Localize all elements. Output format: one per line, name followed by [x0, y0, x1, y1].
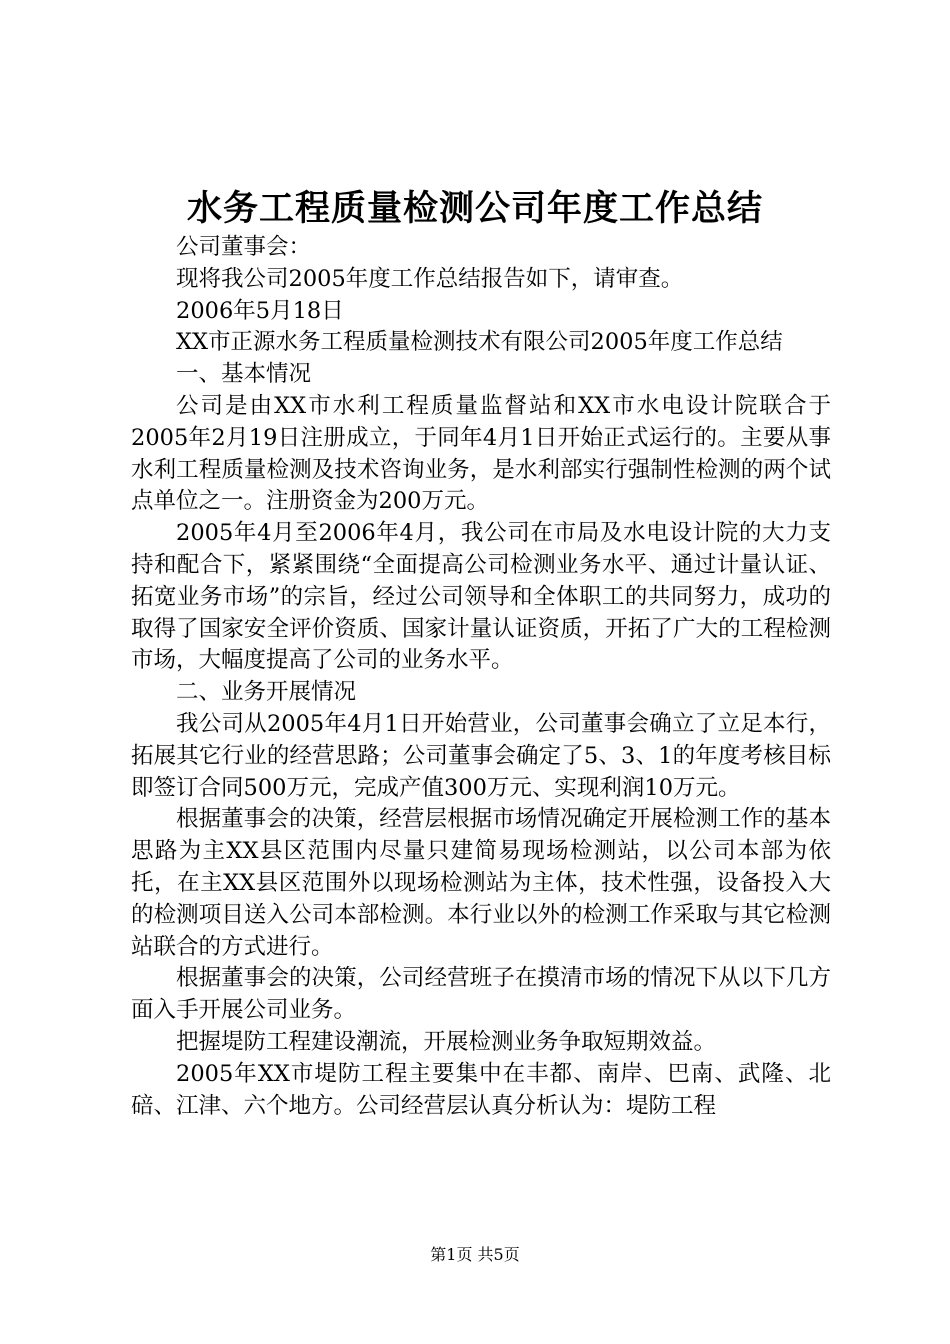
report-date: 2006年5月18日 — [176, 297, 344, 324]
body-paragraph: 我公司从2005年4月1日开始营业，公司董事会确立了立足本行，拓展其它行业的经营思路；公司董事会确定了5、3、1的年度考核目标即签订合同500万元，完成产值300万元、实现利润10万元。 — [131, 710, 831, 801]
body-paragraph: 根据董事会的决策，公司经营班子在摸清市场的情况下从以下几方面入手开展公司业务。 — [131, 965, 831, 1024]
document-title: 水务工程质量检测公司年度工作总结 — [186, 188, 763, 229]
body-paragraph: 2005年XX市堤防工程主要集中在丰都、南岸、巴南、武隆、北碚、江津、六个地方。公司经营层认真分析认为：堤防工程 — [131, 1060, 831, 1119]
salutation: 公司董事会： — [176, 234, 312, 260]
body-paragraph: 公司是由XX市水利工程质量监督站和XX市水电设计院联合于2005年2月19日注册成立，于同年4月1日开始正式运行的。主要从事水利工程质量检测及技术咨询业务，是水利部实行强制性检测的两个试点单位之一。注册资金为200万元。 — [131, 392, 831, 515]
section-heading-business: 二、业务开展情况 — [176, 679, 357, 706]
body-paragraph: 把握堤防工程建设潮流，开展检测业务争取短期效益。 — [176, 1028, 717, 1055]
document-body — [131, 232, 831, 1122]
section-heading-basic: 一、基本情况 — [176, 361, 312, 388]
page-number-footer: 第1页 共5页 — [430, 1245, 520, 1264]
body-paragraph: 根据董事会的决策，经营层根据市场情况确定开展检测工作的基本思路为主XX县区范围内尽量只建简易现场检测站，以公司本部为依托，在主XX县区范围外以现场检测站为主体，技术性强，设备投入大的检测项目送入公司本部检测。本行业以外的检测工作采取与其它检测站联合的方式进行。 — [131, 806, 831, 960]
body-paragraph: 2005年4月至2006年4月，我公司在市局及水电设计院的大力支持和配合下，紧紧围绕“全面提高公司检测业务水平、通过计量认证、拓宽业务市场”的宗旨，经过公司领导和全体职工的共同努力，成功的取得了国家安全评价资质、国家计量认证资质，开拓了广大的工程检测市场，大幅度提高了公司的业务水平。 — [131, 520, 831, 674]
intro-paragraph: 现将我公司2005年度工作总结报告如下，请审查。 — [176, 265, 684, 292]
report-subtitle: XX市正源水务工程质量检测技术有限公司2005年度工作总结 — [176, 329, 783, 356]
